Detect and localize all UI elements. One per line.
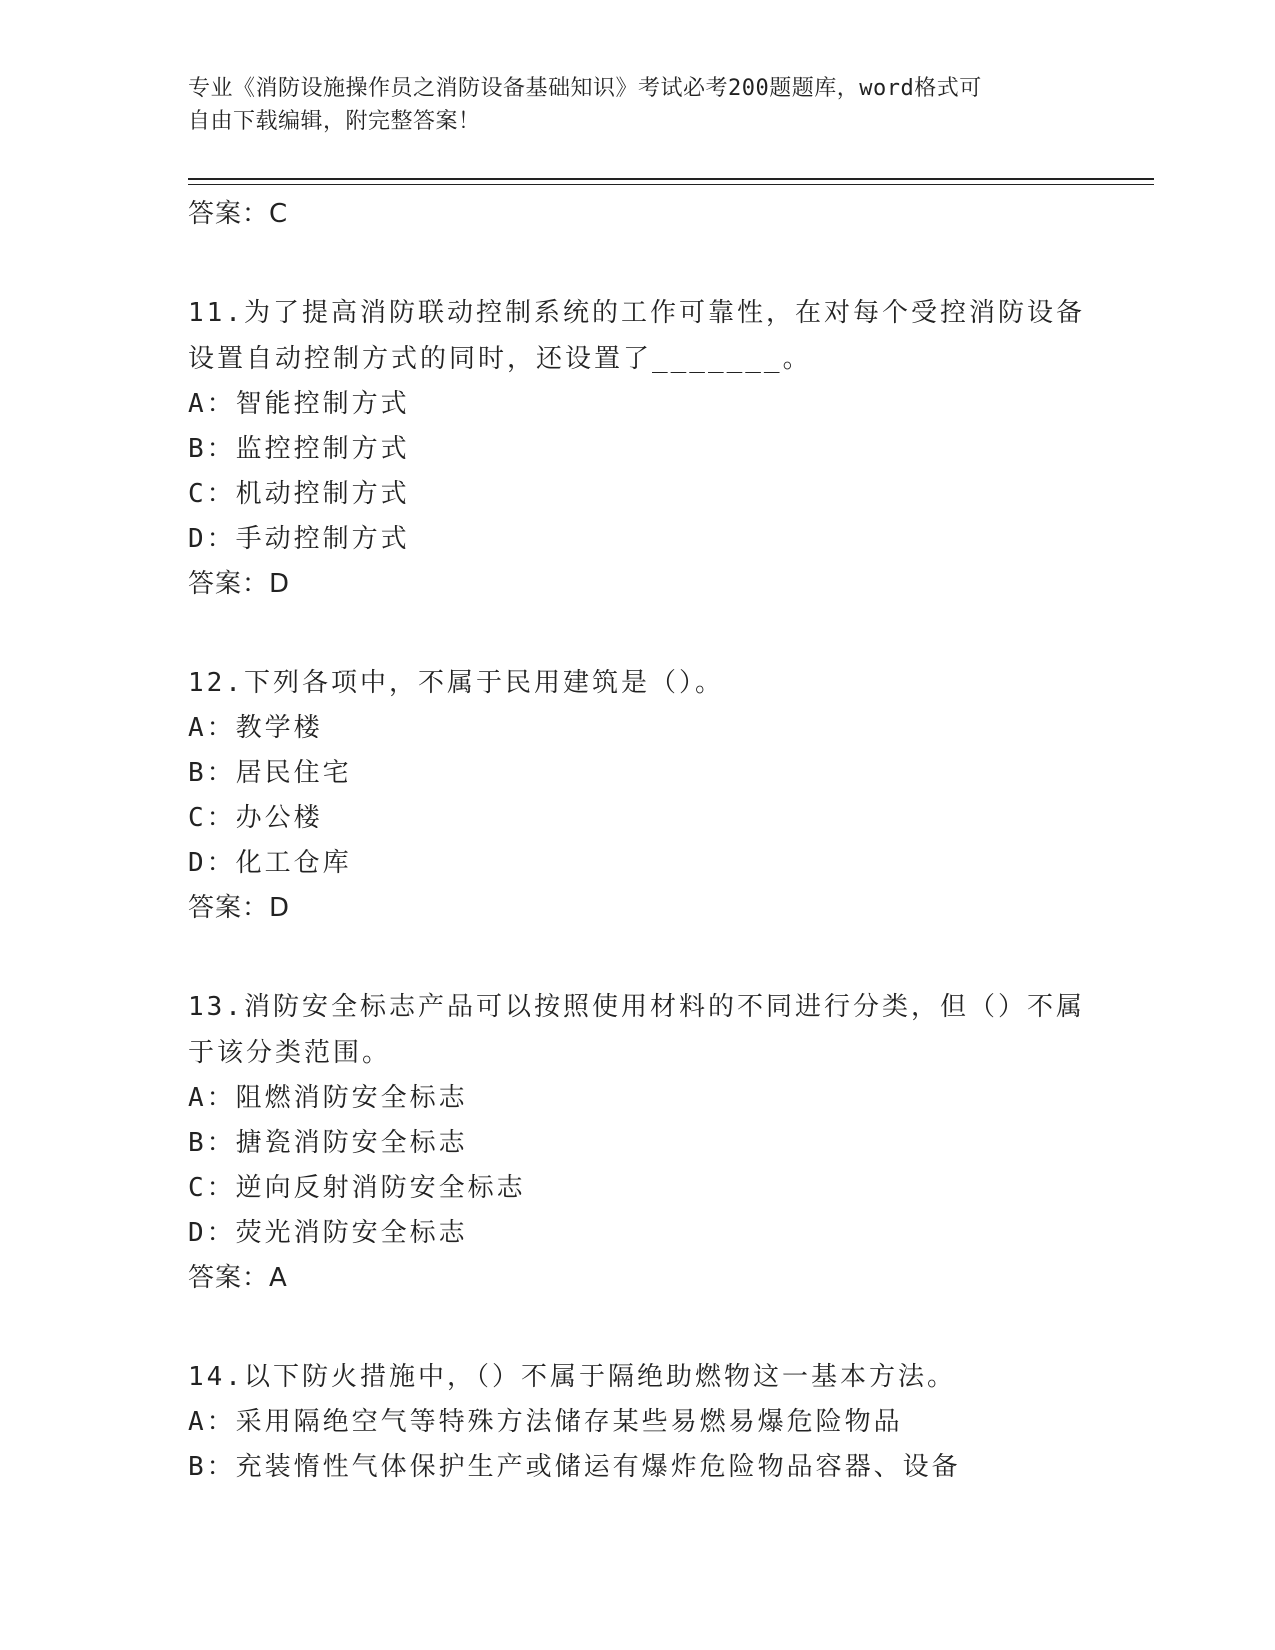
option-d: D：荧光消防安全标志: [188, 1218, 468, 1248]
option-a: A：采用隔绝空气等特殊方法储存某些易燃易爆危险物品: [188, 1407, 903, 1437]
question-block-12: [188, 660, 1088, 930]
question-text: 13.消防安全标志产品可以按照使用材料的不同进行分类，但（）不属: [188, 992, 1085, 1022]
question-block-11: [188, 290, 1088, 606]
answer-line: 答案：D: [188, 893, 291, 923]
document-body: [188, 192, 1088, 1490]
answer-line: 答案：D: [188, 569, 291, 599]
header-line-2: 自由下载编辑，附完整答案！: [188, 109, 481, 134]
question-text: 11.为了提高消防联动控制系统的工作可靠性，在对每个受控消防设备: [188, 298, 1085, 328]
option-a: A：阻燃消防安全标志: [188, 1083, 468, 1113]
question-text-continued: 设置自动控制方式的同时，还设置了_______。: [188, 344, 812, 374]
document-header: [188, 72, 1088, 138]
option-b: B：居民住宅: [188, 758, 352, 788]
option-d: D：化工仓库: [188, 848, 352, 878]
header-divider-thick: [188, 178, 1154, 180]
option-b: B：监控控制方式: [188, 434, 410, 464]
question-text: 14.以下防火措施中，（）不属于隔绝助燃物这一基本方法。: [188, 1362, 956, 1392]
header-line-1: 专业《消防设施操作员之消防设备基础知识》考试必考200题题库，word格式可: [188, 76, 982, 101]
option-d: D：手动控制方式: [188, 524, 410, 554]
option-b: B：充装惰性气体保护生产或储运有爆炸危险物品容器、设备: [188, 1452, 961, 1482]
option-b: B：搪瓷消防安全标志: [188, 1128, 468, 1158]
option-c: C：办公楼: [188, 803, 323, 833]
question-block-14: [188, 1354, 1088, 1490]
question-block-13: [188, 984, 1088, 1300]
option-c: C：逆向反射消防安全标志: [188, 1173, 526, 1203]
question-text: 12.下列各项中，不属于民用建筑是（）。: [188, 668, 724, 698]
header-divider-thin: [188, 184, 1154, 185]
option-a: A：智能控制方式: [188, 389, 410, 419]
option-c: C：机动控制方式: [188, 479, 410, 509]
answer-line: 答案：C: [188, 199, 289, 229]
option-a: A：教学楼: [188, 713, 323, 743]
question-text-continued: 于该分类范围。: [188, 1038, 392, 1068]
answer-line: 答案：A: [188, 1263, 288, 1293]
